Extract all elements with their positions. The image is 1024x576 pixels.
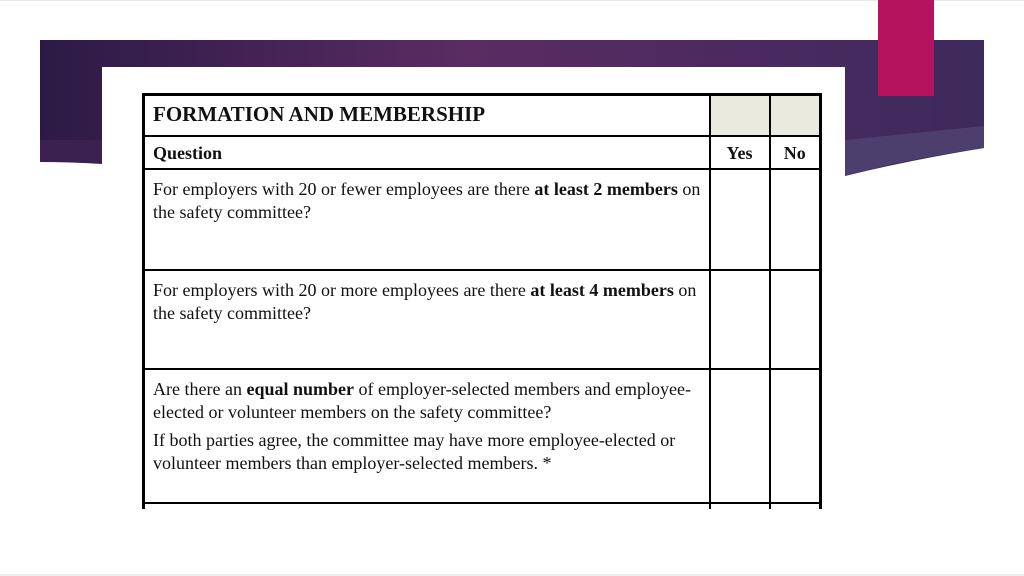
no-answer-cell[interactable] — [770, 169, 821, 270]
section-title: FORMATION AND MEMBERSHIP — [144, 95, 710, 137]
question-text: For employers with 20 or fewer employees are there at least 2 members on the safety committee? — [144, 169, 710, 270]
yes-header: Yes — [710, 136, 770, 169]
question-header: Question — [144, 136, 710, 169]
section-title-row — [144, 95, 821, 137]
shaded-cell-no — [770, 95, 821, 137]
table-row — [144, 169, 821, 270]
yes-answer-cell[interactable] — [710, 369, 770, 503]
no-answer-cell[interactable] — [770, 369, 821, 503]
no-answer-cell[interactable] — [770, 270, 821, 369]
no-header: No — [770, 136, 821, 169]
question-text: Are there an equal number of employer-selected members and employee-elected or volunteer members on the safety committee? If both parties agree, the committee may have more employee-elected or volunteer members than employer-selected members. * — [144, 369, 710, 503]
yes-answer-cell[interactable] — [710, 270, 770, 369]
document-page — [102, 67, 845, 576]
formation-membership-table — [142, 93, 822, 509]
table-row-partial — [144, 503, 821, 509]
accent-tab — [878, 0, 934, 96]
partial-cell — [144, 503, 710, 509]
question-note: If both parties agree, the committee may have more employee-elected or volunteer members than employer-selected members. * — [153, 430, 676, 473]
yes-answer-cell[interactable] — [710, 169, 770, 270]
question-text: For employers with 20 or more employees are there at least 4 members on the safety committee? — [144, 270, 710, 369]
shaded-cell-yes — [710, 95, 770, 137]
partial-cell — [710, 503, 770, 509]
table-row — [144, 270, 821, 369]
partial-cell — [770, 503, 821, 509]
table-row — [144, 369, 821, 503]
column-header-row — [144, 136, 821, 169]
